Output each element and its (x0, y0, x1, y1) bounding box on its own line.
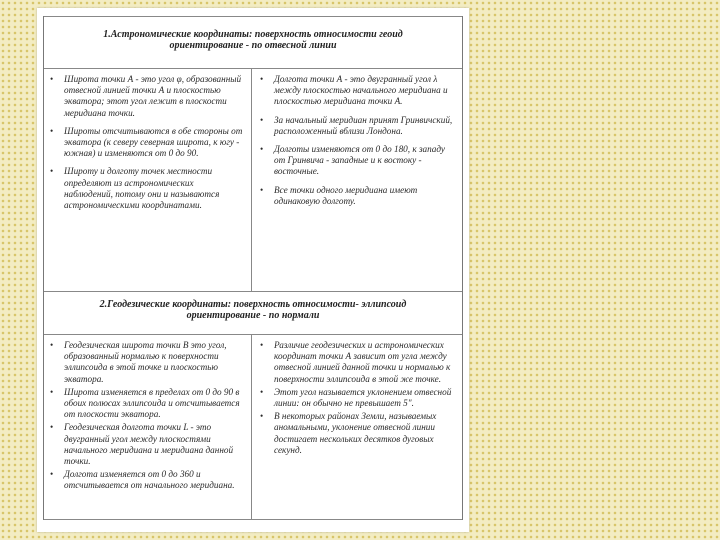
bullet-icon: • (50, 125, 54, 136)
list-item: • Этот угол называется уклонением отвесной линии: он обычно не превышает 5". (260, 386, 452, 409)
bullet-icon: • (260, 340, 264, 350)
table-border-top (44, 16, 462, 17)
section-1-left-list (48, 74, 244, 218)
bullet-icon: • (50, 74, 54, 84)
section-1-title (44, 29, 462, 51)
section-1-right-list (258, 74, 458, 214)
section-1-title-line1: 1.Астрономические координаты: поверхность относимости геоид (103, 29, 403, 40)
list-item: • Широту и долготу точек местности определяют из астрономических наблюдений, потому они и называются астрономическими координатами. (50, 166, 220, 211)
list-item: • Геодезическая широта точки В это угол, образованный нормалью к поверхности эллипсоида в этой точке и плоскостью экватора. (50, 340, 227, 384)
section-2-left-list (48, 340, 244, 494)
list-item: • Долготы изменяются от 0 до 180, к западу от Гринвича - западные и к востоку - восточные. (260, 144, 445, 177)
section-2-title-line2: ориентирование - по нормали (186, 310, 320, 321)
bullet-icon: • (50, 166, 54, 177)
bullet-icon: • (50, 469, 54, 480)
bullet-icon: • (50, 340, 54, 350)
table-frame (43, 16, 463, 520)
list-item: • Все точки одного меридиана имеют одинаковую долготу. (260, 184, 418, 206)
section-1-title-line2: ориентирование - по отвесной линии (169, 40, 337, 51)
list-item: • Долгота точки А - это двугранный угол λ между плоскостью начального меридиана и плоскостью меридиана точки А. (260, 74, 448, 107)
section-2-divider (44, 334, 462, 335)
bullet-icon: • (260, 144, 264, 155)
list-item: • Геодезическая долгота точки L - это двугранный угол между плоскостями начального меридиана и меридиана данной точки. (50, 422, 234, 467)
bullet-icon: • (260, 184, 264, 195)
document-page (37, 8, 469, 532)
list-item: • Широта точки А - это угол φ, образованный отвесной линией точки А и плоскостью экватора; этот угол лежит в плоскости меридиана точки. (50, 74, 242, 118)
section-2-title (44, 299, 462, 321)
section-2-top-divider (44, 291, 462, 292)
section-1-divider (44, 68, 462, 69)
section-2-column-divider (251, 334, 252, 520)
list-item: • За начальный меридиан принят Гринвичский, расположенный вблизи Лондона. (260, 114, 453, 136)
list-item: • Широты отсчитываются в обе стороны от экватора (к северу северная широта, к югу - южная) и изменяются от 0 до 90. (50, 125, 243, 159)
list-item: • В некоторых районах Земли, называемых аномальными, уклонение отвесной линии достигает нескольких десятков дуговых секунд. (260, 411, 437, 455)
section-1-column-divider (251, 68, 252, 291)
bullet-icon: • (260, 74, 264, 84)
bullet-icon: • (50, 422, 54, 433)
bullet-icon: • (260, 114, 264, 125)
list-item: • Широта изменяется в пределах от 0 до 90 в обоих полюсах эллипсоида и отсчитывается от плоскости экватора. (50, 386, 240, 420)
table-border-bottom (44, 519, 462, 520)
bullet-icon: • (260, 411, 264, 422)
bullet-icon: • (50, 386, 54, 397)
bullet-icon: • (260, 386, 264, 397)
list-item: • Различие геодезических и астрономических координат точки А зависит от угла между отвесной линией данной точки и нормалью к поверхности эллипсоида в этой же точке. (260, 340, 451, 384)
list-item: • Долгота изменяется от 0 до 360 и отсчитывается от начального меридиана. (50, 469, 235, 491)
section-2-right-list (258, 340, 458, 458)
section-2-title-line1: 2.Геодезические координаты: поверхность относимости- эллипсоид (99, 299, 407, 310)
